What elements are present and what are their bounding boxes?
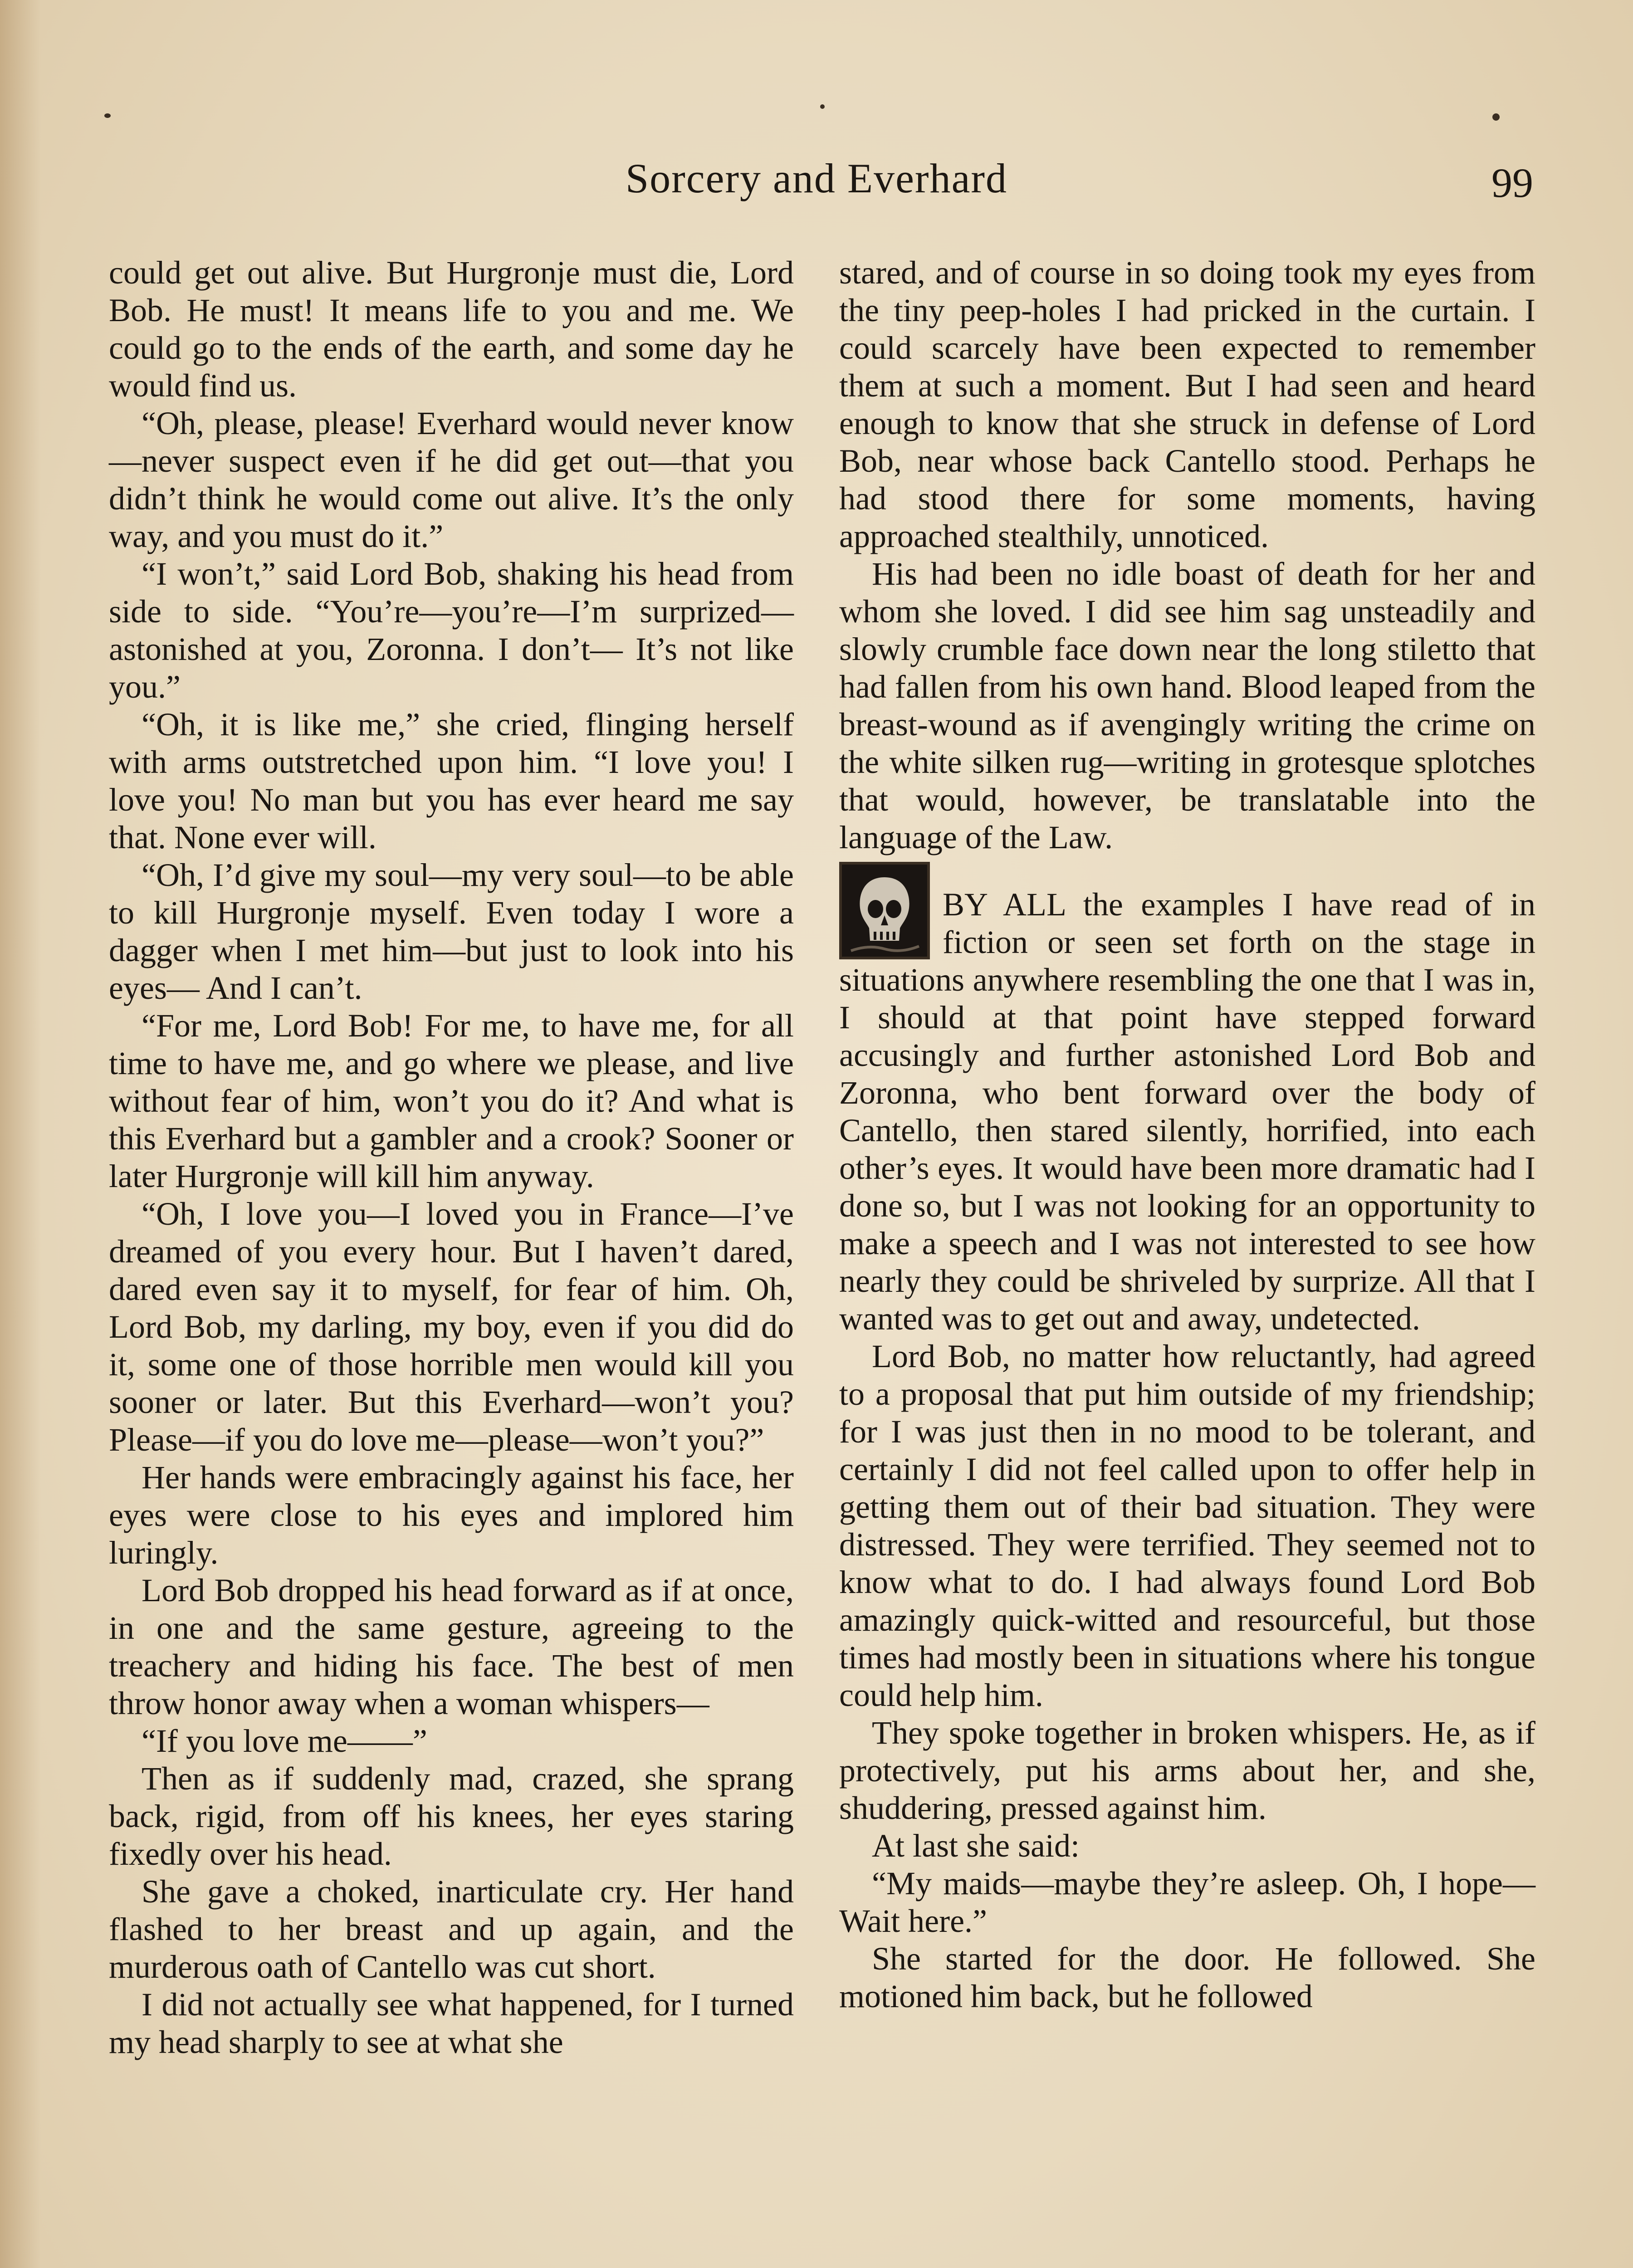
paragraph: “Oh, please, please! Everhard would never know—never suspect even if he did get out—that you didn’t think he would come out alive. It’s the only way, and you must do it.” (109, 405, 794, 554)
paragraph: “For me, Lord Bob! For me, to have me, for all time to have me, and go where we please, and live without fear of him, won’t you do it? And what is this Everhard but a gambler and a crook? Sooner or later Hurgronje will kill him anyway. (109, 1007, 794, 1194)
text-column-left (109, 254, 794, 2061)
section-opening-paragraph: BY ALL the examples I have read of in fiction or seen set forth on the stage in situations anywhere resembling the one that I was in, I should at that point have stepped forward accusingly and further astonished Lord Bob and Zoronna, who bent forward over the body of Cantello, then stared silently, horrified, into each other’s eyes. It would have been more dramatic had I done so, but I was not looking for an opportunity to make a speech and I was not interested to see how nearly they could be shriveled by surprize. All that I wanted was to get out and away, undetected. (839, 886, 1535, 1337)
paragraph: “I won’t,” said Lord Bob, shaking his head from side to side. “You’re—you’re—I’m surprized—astonished at you, Zoronna. I don’t— It’s not like you.” (109, 556, 794, 705)
paragraph: She gave a choked, inarticulate cry. Her hand flashed to her breast and up again, and the murderous oath of Cantello was cut short. (109, 1873, 794, 1985)
paragraph: At last she said: (872, 1828, 1080, 1864)
running-header-title: Sorcery and Everhard (625, 155, 1008, 201)
paragraph: Lord Bob dropped his head forward as if at once, in one and the same gesture, agreeing to the treachery and hiding his face. The best of men throw honor away when a woman whispers— (109, 1572, 794, 1721)
paragraph: I did not actually see what happened, for I turned my head sharply to see at what she (109, 1986, 794, 2060)
page-edge-shadow-left (0, 0, 41, 2268)
paragraph: “If you love me——” (142, 1723, 427, 1759)
paragraph: “Oh, it is like me,” she cried, flinging herself with arms outstretched upon him. “I love you! I love you! No man but you has ever heard me say that. None ever will. (109, 706, 794, 855)
paragraph: stared, and of course in so doing took my eyes from the tiny peep-holes I had pricked in the curtain. I could scarcely have been expected to remember them at such a moment. But I had seen and heard enough to know that she struck in defense of Lord Bob, near whose back Cantello stood. Perhaps he had stood there for some moments, having approached stealthily, unnoticed. (839, 254, 1535, 554)
paper-speck (1492, 113, 1500, 121)
skull-illustration (842, 865, 927, 957)
paragraph: She started for the door. He followed. She motioned him back, but he followed (839, 1941, 1535, 2014)
paragraph: Lord Bob, no matter how reluctantly, had agreed to a proposal that put him outside of my friendship; for I was just then in no mood to be tolerant, and certainly I did not feel called upon to offer help in getting them out of their bad situation. They were distressed. They were terrified. They seemed not to know what to do. I had always found Lord Bob amazingly quick-witted and resourceful, but those times had mostly been in situations where his tongue could help him. (839, 1338, 1535, 1713)
paragraph: Her hands were embracingly against his face, her eyes were close to his eyes and implored him luringly. (109, 1459, 794, 1571)
paragraph: “Oh, I’d give my soul—my very soul—to be able to kill Hurgronje myself. Even today I wore a dagger when I met him—but just to look into his eyes— And I can’t. (109, 857, 794, 1006)
paragraph: “My maids—maybe they’re asleep. Oh, I hope— Wait here.” (839, 1865, 1535, 1939)
paragraph: could get out alive. But Hurgronje must die, Lord Bob. He must! It means life to you and me. We could go to the ends of the earth, and some day he would find us. (109, 254, 794, 404)
page-number: 99 (1491, 160, 1533, 206)
paragraph: “Oh, I love you—I loved you in France—I’ve dreamed of you every hour. But I haven’t dared, dared even say it to myself, for fear of him. Oh, Lord Bob, my darling, my boy, even if you did do it, some one of those horrible men would kill you sooner or later. But this Everhard—won’t you? Please—if you do love me—please—won’t you?” (109, 1196, 794, 1458)
paper-speck (820, 104, 825, 109)
paragraph: Then as if suddenly mad, crazed, she sprang back, rigid, from off his knees, her eyes staring fixedly over his head. (109, 1760, 794, 1872)
paper-speck (104, 113, 111, 118)
paragraph: His had been no idle boast of death for her and whom she loved. I did see him sag unsteadily and slowly crumble face down near the long stiletto that had fallen from his own hand. Blood leaped from the breast-wound as if avengingly writing the crime on the white silken rug—writing in grotesque splotches that would, however, be translatable into the language of the Law. (839, 556, 1535, 855)
skull-icon (839, 862, 930, 959)
text-column-right (839, 254, 1535, 2015)
paragraph: They spoke together in broken whispers. He, as if protectively, put his arms about her, and she, shuddering, pressed against him. (839, 1715, 1535, 1826)
